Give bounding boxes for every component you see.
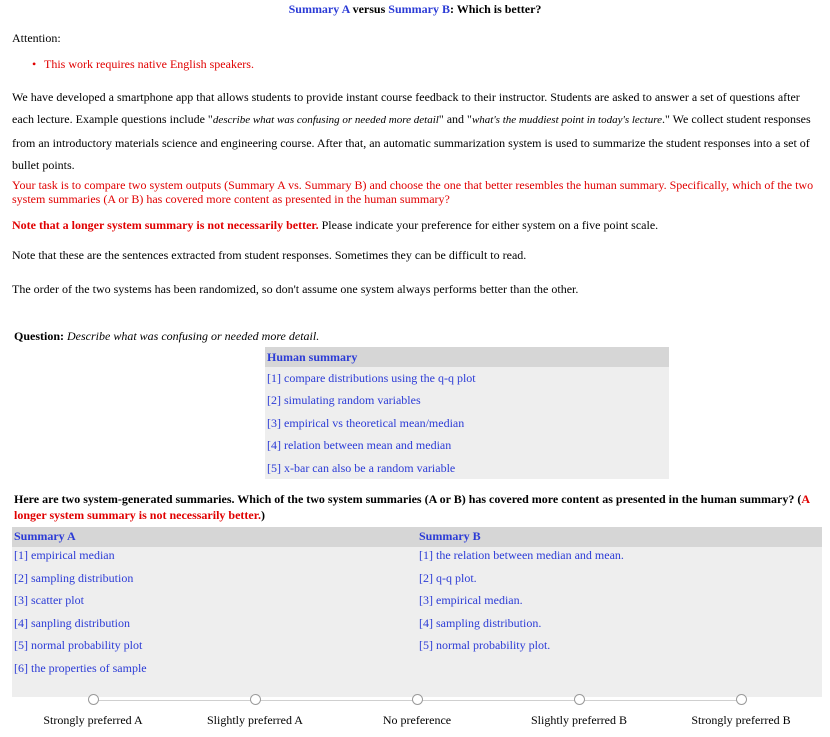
label-slightly-preferred-a[interactable]: Slightly preferred A (207, 713, 303, 727)
summary-b-item: [2] q-q plot. (419, 570, 477, 585)
preference-scale (0, 693, 830, 737)
radio-no-preference[interactable] (412, 694, 423, 705)
title-question: : Which is better? (449, 2, 542, 16)
task-description: Your task is to compare two system outputs (Summary A vs. Summary B) and choose the one that better resembles the human summary. Specifically, which of the two system summaries (A or B) has covered more content as presented in the human summary? (12, 178, 814, 206)
intro-paragraph (12, 86, 820, 176)
summary-a-item: [4] sanpling distribution (14, 615, 130, 630)
label-no-preference[interactable]: No preference (382, 713, 452, 727)
intro-part-1: We have developed a smartphone app that allows students to provide instant course feedback to their instructor. Students are asked to answer a set of questions after each lecture. Example questions include " (12, 90, 800, 127)
summary-b-header: Summary B (419, 529, 481, 543)
radio-strongly-preferred-a[interactable] (88, 694, 99, 705)
system-summaries-table (12, 527, 822, 697)
human-summary-list (265, 367, 669, 479)
human-summary-header: Human summary (265, 347, 669, 367)
note-randomized-order: The order of the two systems has been randomized, so don't assume one system always performs better than the other. (12, 282, 579, 296)
label-slightly-preferred-b[interactable]: Slightly preferred B (531, 713, 627, 727)
title-versus: versus (349, 2, 389, 16)
human-summary-item: [5] x-bar can also be a random variable (267, 460, 456, 475)
summary-b-item: [5] normal probability plot. (419, 638, 551, 652)
summary-a-item: [5] normal probability plot (14, 638, 143, 652)
comparison-question (14, 492, 820, 523)
summary-a-item: [6] the properties of sample (14, 660, 147, 675)
note-extracted-sentences: Note that these are the sentences extracted from student responses. Sometimes they can be difficult to read. (12, 248, 527, 262)
note-longer-summary (12, 218, 820, 233)
human-summary-table (265, 347, 669, 479)
human-summary-item: [2] simulating random variables (267, 393, 421, 408)
intro-part-3: ." We collect student responses from an introductory materials science and engineering course. After that, an automatic summarization system is used to summarize the student responses into a set of bullet points. (12, 112, 811, 172)
attention-requirement: This work requires native English speakers. (44, 57, 254, 71)
note-longer-summary-bold: Note that a longer system summary is not necessarily better. (12, 218, 319, 232)
title-summary-a: Summary A (288, 2, 350, 16)
intro-example-question-2: what's the muddiest point in today's lecture (471, 114, 662, 127)
attention-label: Attention: (12, 31, 61, 45)
question-label: Question: (14, 329, 65, 343)
radio-strongly-preferred-b[interactable] (736, 694, 747, 705)
note-five-point-scale: Please indicate your preference for either system on a five point scale. (318, 218, 659, 232)
summary-b-item: [4] sampling distribution. (419, 615, 542, 630)
human-summary-item: [3] empirical vs theoretical mean/median (267, 415, 465, 430)
radio-slightly-preferred-b[interactable] (574, 694, 585, 705)
comparison-warning: A longer system summary is not necessarily better. (14, 492, 810, 522)
question-text: Describe what was confusing or needed more detail. (64, 329, 320, 343)
summary-a-item: [2] sampling distribution (14, 570, 134, 585)
page-title (0, 2, 830, 17)
label-strongly-preferred-b[interactable]: Strongly preferred B (691, 713, 791, 727)
radio-slightly-preferred-a[interactable] (250, 694, 261, 705)
summary-a-item: [3] scatter plot (14, 593, 84, 607)
comparison-close: ) (260, 507, 265, 522)
summary-a-item: [1] empirical median (14, 548, 115, 562)
system-summaries-header (12, 527, 822, 547)
human-summary-item: [4] relation between mean and median (267, 438, 452, 453)
label-strongly-preferred-a[interactable]: Strongly preferred A (43, 713, 143, 727)
intro-part-2: " and " (438, 112, 472, 127)
comparison-question-text: Here are two system-generated summaries. Which of the two system summaries (A or B) has covered more content as presented in the human summary? ( (14, 492, 802, 506)
human-summary-item: [1] compare distributions using the q-q plot (267, 371, 476, 385)
summary-b-item: [1] the relation between median and mean. (419, 548, 624, 562)
title-summary-b: Summary B (388, 2, 450, 16)
question (14, 329, 319, 344)
summary-b-item: [3] empirical median. (419, 593, 523, 607)
bullet-dot: • (32, 57, 37, 71)
summary-a-header: Summary A (14, 529, 76, 543)
system-summaries-body (12, 547, 822, 697)
intro-example-question-1: describe what was confusing or needed more detail (212, 114, 439, 127)
